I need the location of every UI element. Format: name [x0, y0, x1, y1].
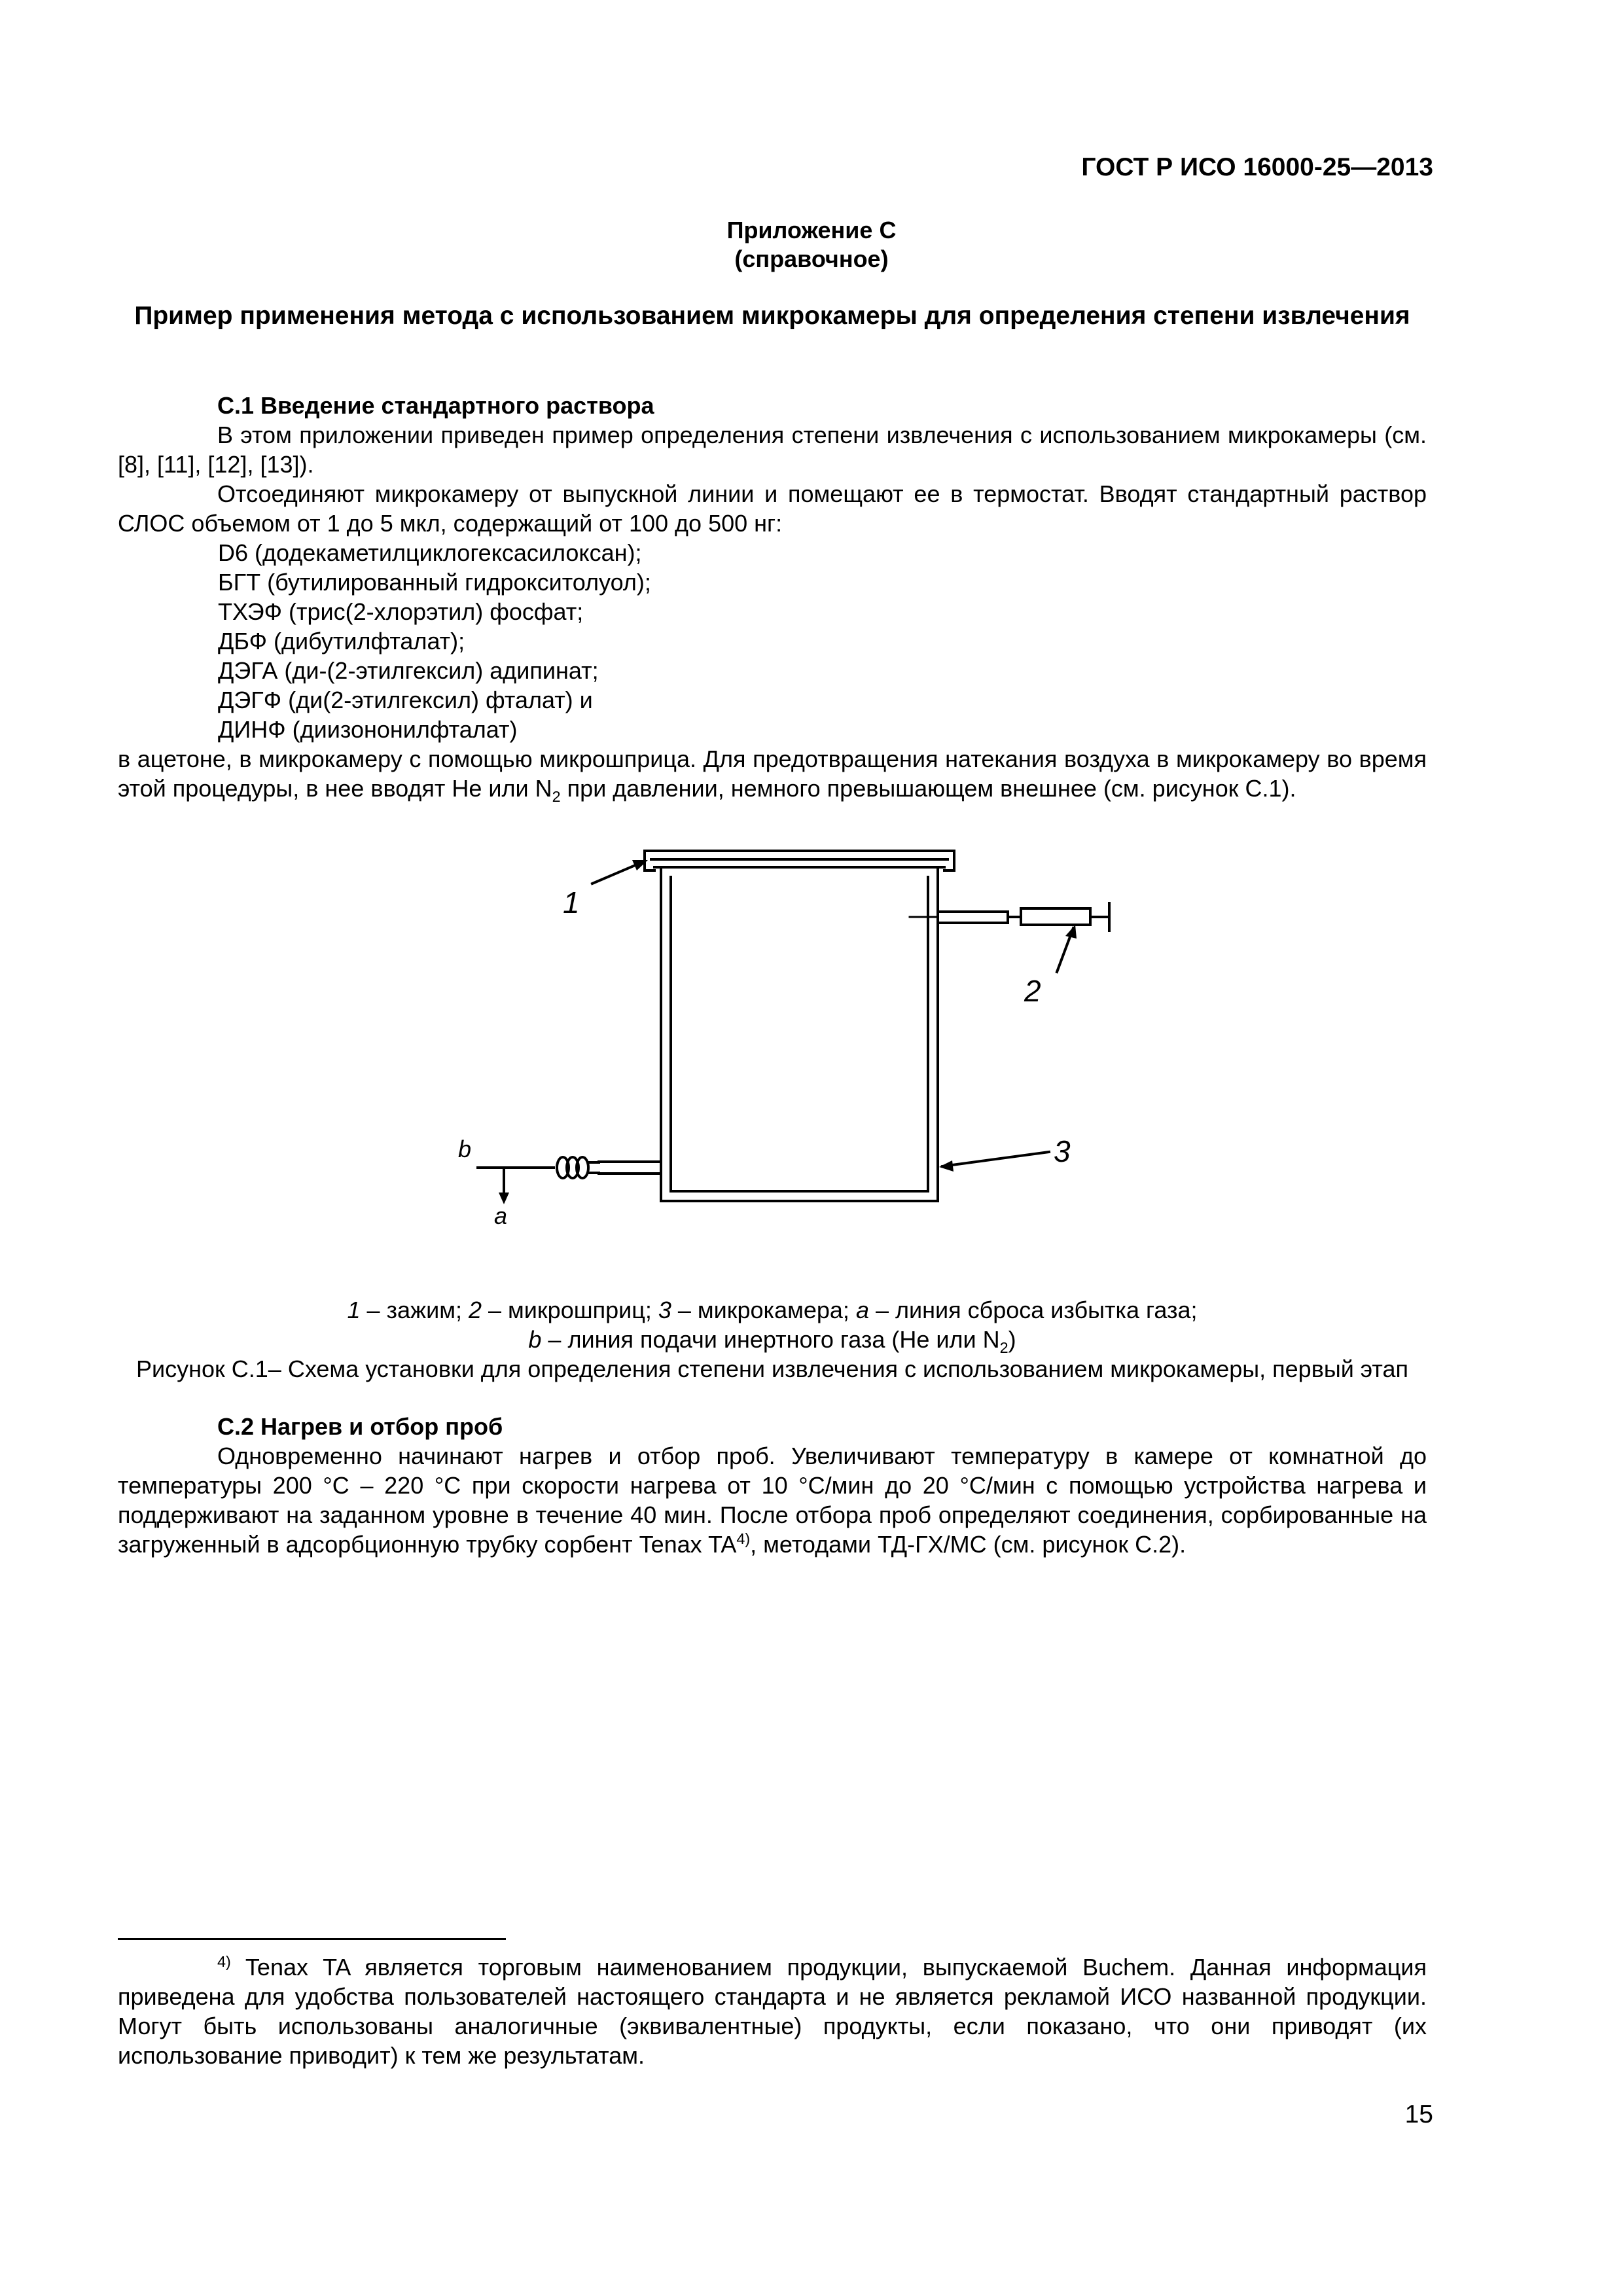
list-item: ТХЭФ (трис(2-хлорэтил) фосфат; [218, 598, 584, 625]
figure-legend [118, 1295, 1427, 1357]
arrowhead-2 [1065, 925, 1077, 939]
footnote [118, 1952, 1427, 2070]
annex-label: Приложение С [726, 217, 897, 243]
document-code: ГОСТ Р ИСО 16000-25—2013 [1081, 153, 1433, 181]
list-item: ДЭГА (ди-(2-этилгексил) адипинат; [218, 657, 599, 684]
clamp-lid [645, 851, 954, 870]
label-a: a [494, 1202, 508, 1229]
list-item: ДИНФ (диизононилфталат) [218, 716, 518, 743]
label-1: 1 [563, 886, 580, 920]
gas-inlet-line [478, 1157, 661, 1195]
label-3: 3 [1054, 1134, 1071, 1168]
footnote-text: $^{4)}$ Tenax TA является торговым наименованием продукции, выпускаемой Buchem. Данная информация приведена для удобства пользователей настоящего стандарта и не является рекламой ИСО названной продукции. Могут быть использованы аналогичные (эквивалентные) продукты, если показано, что они приводят (их использование приводит) к тем же результатам. [118, 1953, 1427, 2069]
page-number: 15 [1404, 2100, 1433, 2128]
section-1-paragraph-3: в ацетоне, в микрокамеру с помощью микрошприца. Для предотвращения натекания воздуха в микрокамеру во время этой процедуры, в нее вводят He или $N_2$ при давлении, немного превышающем внешнее (см. рисунок С.1). [118, 745, 1427, 806]
annex-title: Пример применения метода с использованием микрокамеры для определения степени извлечения [134, 302, 1410, 330]
section-2-paragraph: Одновременно начинают нагрев и отбор проб. Увеличивают температуру в камере от комнатной до температуры 200 °С – 220 °С при скорости нагрева от 10 °С/мин до 20 °С/мин с помощью устройства нагрева и поддерживают на заданном уровне в течение 40 мин. После отбора проб определяют соединения, сорбированные на загруженный в адсорбционную трубку сорбент Tenax TA$^{4)}$, методами ТД-ГХ/МС (см. рисунок С.2). [118, 1443, 1427, 1558]
annex-type: (справочное) [734, 245, 889, 272]
arrowhead-3 [939, 1160, 954, 1172]
section-2 [118, 1412, 1427, 1559]
section-1-paragraph-2: Отсоединяют микрокамеру от выпускной линии и помещают ее в термостат. Вводят стандартный раствор СЛОС объемом от 1 до 5 мкл, содержащий от 100 до 500 нг: [118, 480, 1427, 537]
list-item: ДБФ (дибутилфталат); [218, 628, 465, 655]
leader-line-3 [942, 1152, 1049, 1166]
list-item: БГТ (бутилированный гидрокситолуол); [218, 569, 651, 596]
section-2-heading: С.2 Нагрев и отбор проб [217, 1413, 503, 1440]
figure-legend-line-2: b – линия подачи инертного газа (He или $N_2$) [528, 1326, 1016, 1357]
section-1-heading: С.1 Введение стандартного раствора [217, 392, 654, 419]
figure-caption: Рисунок С.1– Схема установки для определения степени извлечения с использованием микрокамеры, первый этап [136, 1355, 1408, 1382]
label-2: 2 [1024, 974, 1041, 1008]
footnote-rule [118, 1938, 506, 1940]
list-item: D6 (додекаметилциклогексасилоксан); [218, 539, 642, 566]
leader-line-1 [592, 863, 641, 884]
microchamber-body [661, 867, 938, 1201]
list-item: ДЭГФ (ди(2-этилгексил) фталат) и [218, 687, 593, 713]
figure-legend-line-1: 1 – зажим; 2 – микрошприц; 3 – микрокамера; a – линия сброса избытка газа; [347, 1297, 1198, 1323]
syringe-port [910, 903, 1109, 931]
label-b: b [458, 1136, 472, 1162]
section-1-paragraph-1: В этом приложении приведен пример определения степени извлечения с использованием микрокамеры (см. [8], [11], [12], [13]). [118, 422, 1427, 478]
